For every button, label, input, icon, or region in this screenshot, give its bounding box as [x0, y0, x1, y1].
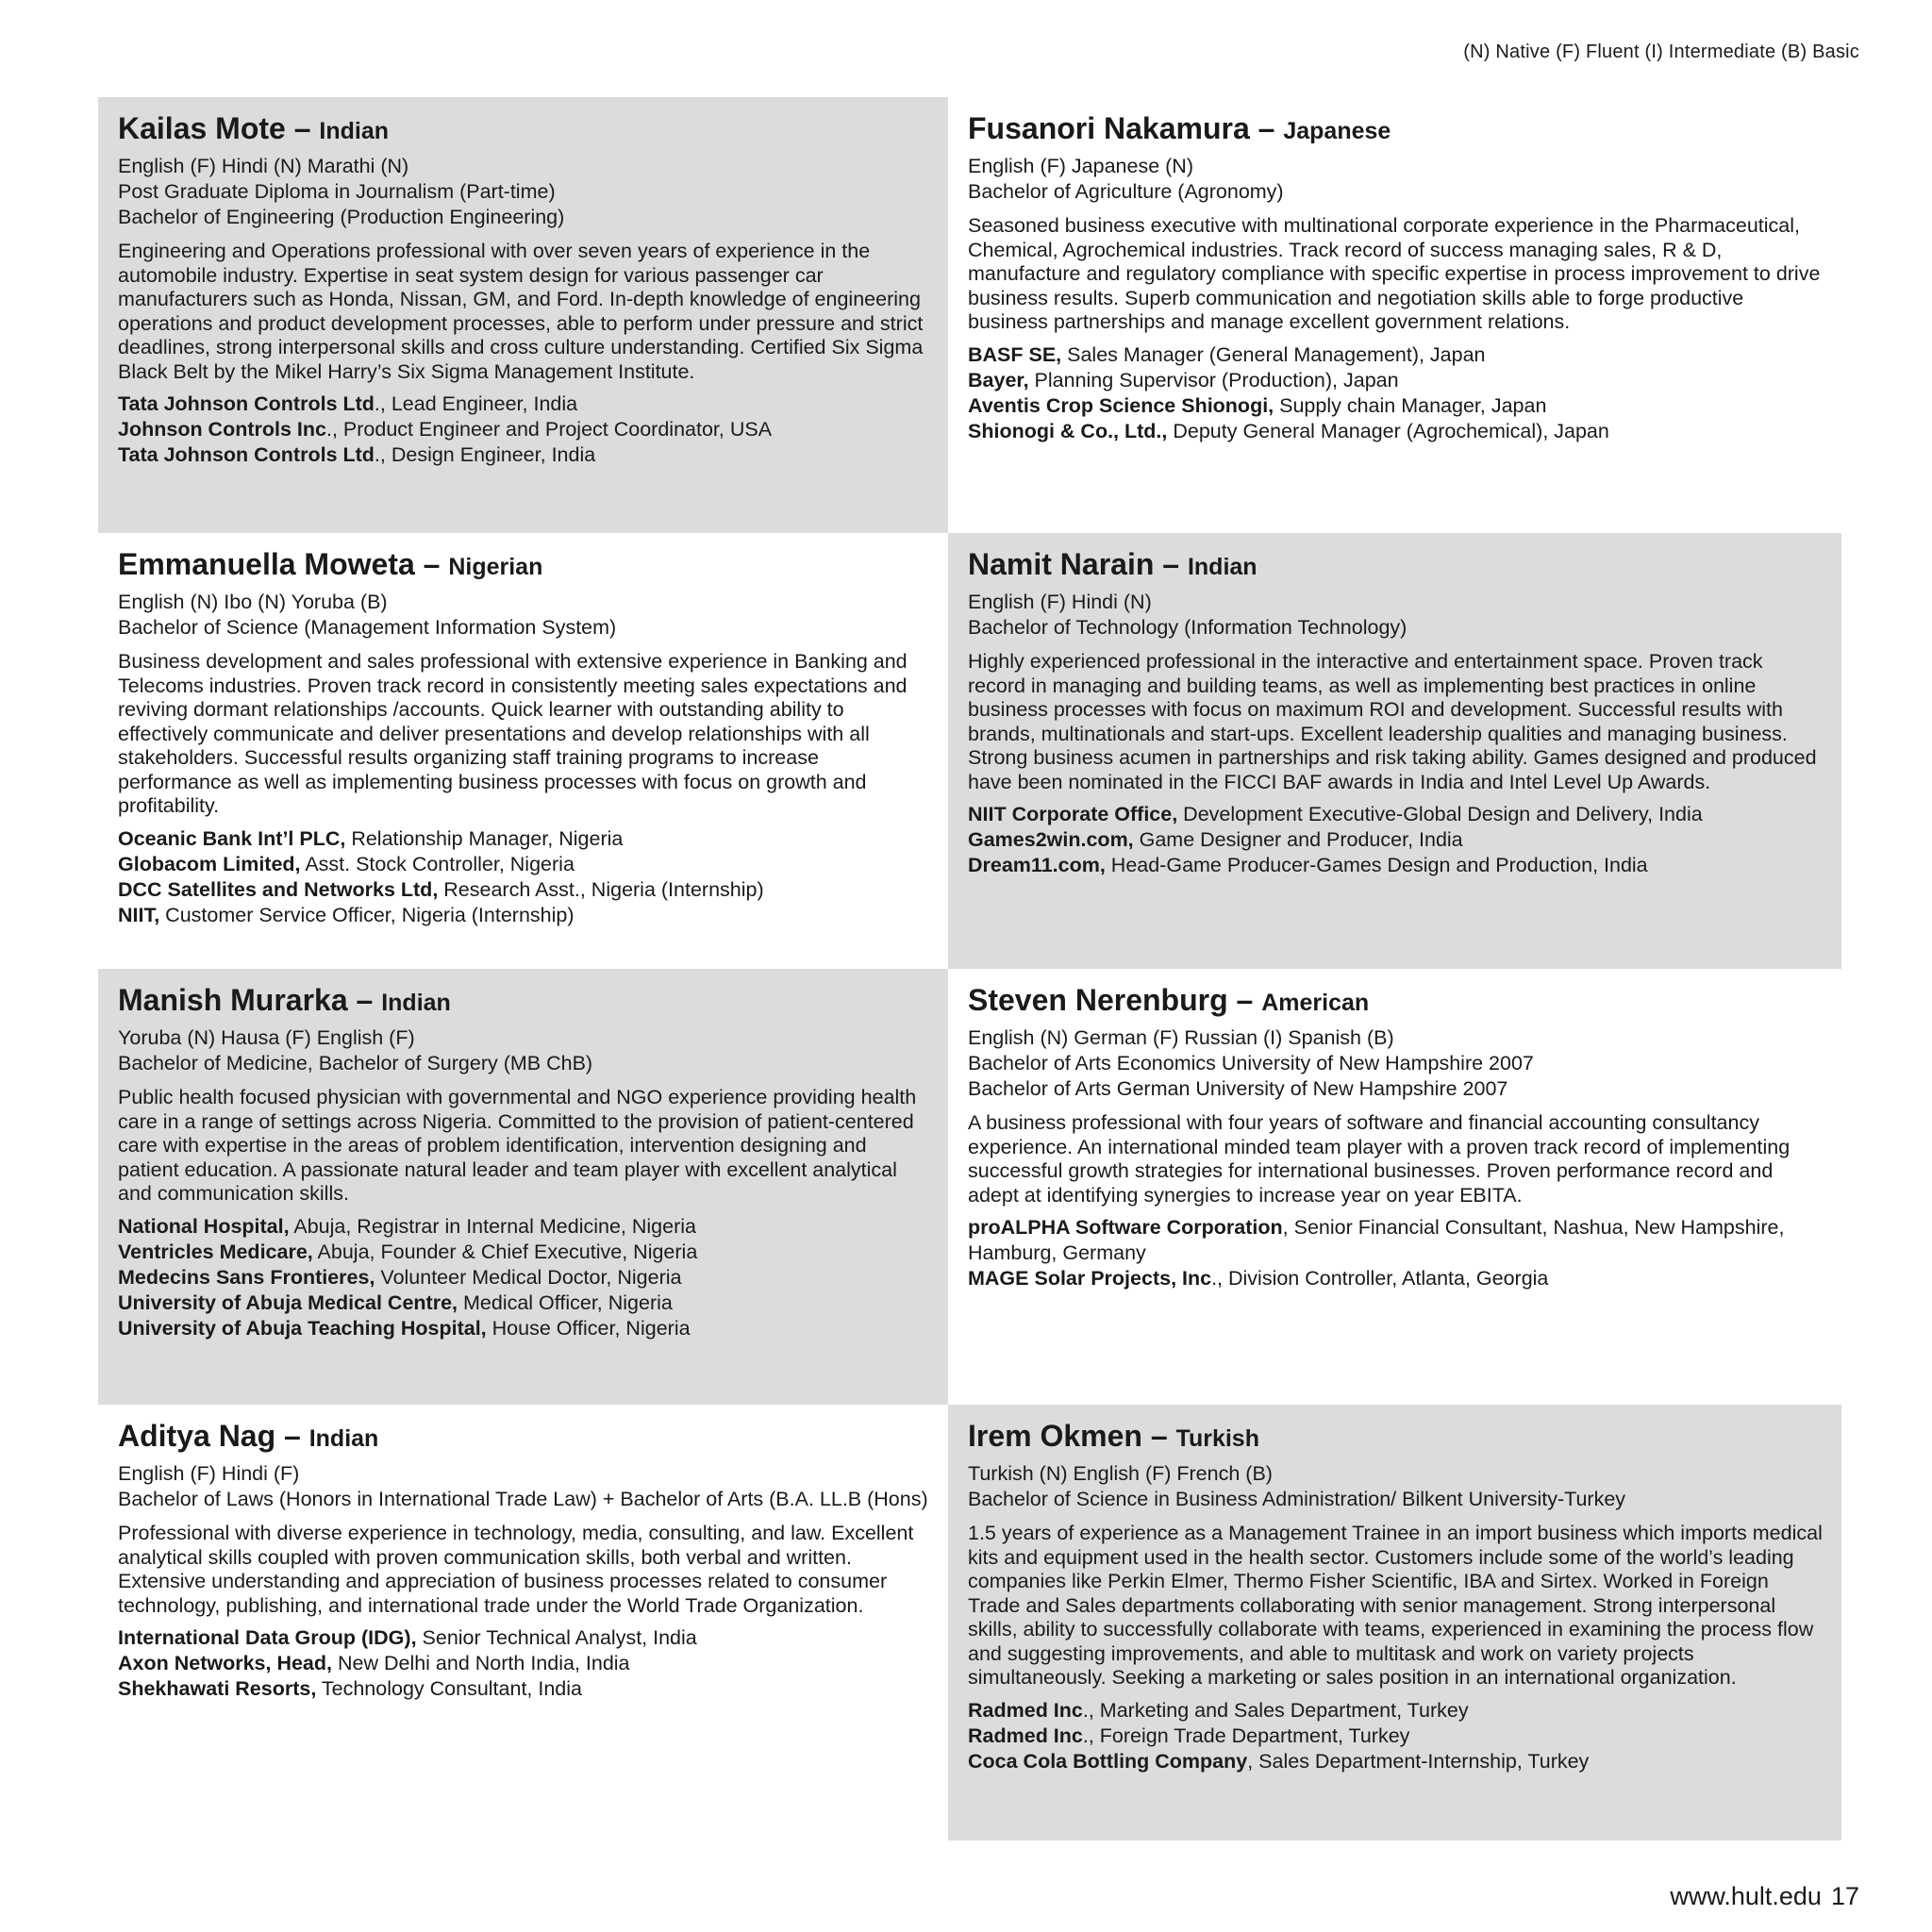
employer-name: Radmed Inc — [968, 1724, 1083, 1747]
profile-summary: Seasoned business executive with multinational corporate experience in the Pharmaceutical, Chemical, Agrochemical industries. Track record of success managing sales, R & D, manufacture and regulatory compliance with specific expertise in process improvement to drive business results. Superb communication and negotiation skills able to forge productive business partnerships and manage excellent government relations. — [968, 214, 1821, 334]
profile-nationality: Indian — [308, 1425, 379, 1452]
experience-item — [968, 419, 1823, 444]
employer-name: Shekhawati Resorts, — [118, 1677, 317, 1701]
profile-name: Emmanuella Moweta — [118, 547, 415, 581]
name-separator: – — [1141, 1419, 1176, 1453]
profile-summary: Public health focused physician with governmental and NGO experience providing health care in a range of settings across Nigeria. Committed to the provision of patient-centered care with expertise in the areas of problem identification, intervention designing and patient education. A passionate natural leader and team player with excellent analytical and communication skills. — [118, 1086, 917, 1206]
profile-name: Irem Okmen — [968, 1419, 1142, 1453]
profile-name: Kailas Mote — [118, 111, 286, 145]
role-detail: Sales Manager (General Management), Japan — [1061, 342, 1486, 366]
profile-heading — [118, 546, 929, 582]
page-footer — [1670, 1882, 1859, 1911]
experience-item — [118, 391, 929, 417]
profile-experience-list — [968, 1215, 1823, 1291]
profile-languages: English (F) Hindi (F) — [118, 1462, 300, 1486]
employer-name: MAGE Solar Projects, Inc — [968, 1267, 1212, 1291]
employer-name: Tata Johnson Controls Ltd — [118, 443, 375, 467]
employer-name: Coca Cola Bottling Company — [968, 1749, 1248, 1773]
profile-heading — [968, 982, 1823, 1018]
profile-degree: Bachelor of Agriculture (Agronomy) — [968, 180, 1284, 204]
profile-heading — [118, 1418, 929, 1454]
experience-item — [968, 827, 1823, 853]
profile-heading — [118, 110, 929, 146]
role-detail: Volunteer Medical Doctor, Nigeria — [375, 1265, 682, 1289]
profile-nationality: Indian — [381, 990, 451, 1016]
name-separator: – — [347, 983, 382, 1017]
profile-name: Fusanori Nakamura — [968, 111, 1250, 145]
experience-item — [118, 826, 929, 852]
experience-item — [118, 1214, 929, 1240]
employer-name: International Data Group (IDG), — [118, 1626, 417, 1650]
profile-languages: Turkish (N) English (F) French (B) — [968, 1462, 1273, 1486]
profile-heading — [968, 1418, 1823, 1454]
experience-item — [968, 368, 1823, 393]
employer-name: University of Abuja Medical Centre, — [118, 1291, 458, 1314]
profile-name: Manish Murarka — [118, 983, 348, 1017]
employer-name: Tata Johnson Controls Ltd — [118, 392, 375, 416]
profile-experience-list — [118, 826, 929, 928]
role-detail: ., Product Engineer and Project Coordinator, USA — [325, 418, 773, 441]
role-detail: ., Design Engineer, India — [374, 443, 596, 467]
profile-nationality: Indian — [319, 118, 390, 144]
employer-name: proALPHA Software Corporation — [968, 1216, 1283, 1240]
profile-summary: 1.5 years of experience as a Management Trainee in an import business which imports medical kits and equipment used in the health sector. Customers include some of the world’s leading companies like Perkin Elmer, Thermo Fisher Scientific, IBA and Sirtex. Worked in Foreign Trade and Sales departments collaborating with senior management. Strong interpersonal skills, ability to successfully collaborate with teams, experienced in examining the process flow and suggesting improvements, and able to multitask and work on variety projects simultaneously. Seeking a marketing or sales position in an international organization. — [968, 1522, 1823, 1690]
profile-summary: Business development and sales professional with extensive experience in Banking and Telecoms industries. Proven track record in consistently meeting sales expectations and reviving dormant relationships /accounts. Quick learner with outstanding ability to effectively communicate and deliver presentations and develop relationships with all stakeholders. Successful results organizing staff training programs to increase performance as well as implementing business processes with focus on growth and profitability. — [118, 650, 908, 818]
profile-experience-list — [968, 1698, 1823, 1774]
profile-name: Steven Nerenburg — [968, 983, 1228, 1017]
role-detail: , Sales Department-Internship, Turkey — [1247, 1749, 1590, 1773]
role-detail: House Officer, Nigeria — [486, 1316, 691, 1340]
role-detail: Technology Consultant, India — [316, 1677, 582, 1701]
name-separator: – — [1154, 547, 1188, 581]
role-detail: ., Division Controller, Atlanta, Georgia — [1211, 1267, 1549, 1291]
role-detail: Game Designer and Producer, India — [1133, 828, 1463, 852]
role-detail: Senior Technical Analyst, India — [416, 1626, 697, 1650]
profile-card — [948, 97, 1841, 533]
employer-name: National Hospital, — [118, 1214, 290, 1238]
employer-name: Ventricles Medicare, — [118, 1240, 313, 1263]
profile-degree: Bachelor of Engineering (Production Engineering) — [118, 206, 565, 229]
profile-nationality: Japanese — [1283, 118, 1391, 144]
employer-name: Medecins Sans Frontieres, — [118, 1265, 375, 1289]
role-detail: Development Executive-Global Design and Delivery, India — [1177, 803, 1703, 826]
role-detail: Relationship Manager, Nigeria — [345, 826, 624, 850]
experience-item — [118, 417, 929, 442]
role-detail: Head-Game Producer-Games Design and Production, India — [1105, 854, 1648, 877]
profile-heading — [968, 546, 1823, 582]
profile-name: Namit Narain — [968, 547, 1155, 581]
profile-experience-list — [118, 391, 929, 468]
employer-name: Bayer, — [968, 368, 1029, 391]
profile-nationality: Turkish — [1175, 1425, 1259, 1452]
employer-name: Johnson Controls Inc — [118, 418, 326, 441]
language-level-legend: (N) Native (F) Fluent (I) Intermediate (B) Basic — [1463, 42, 1859, 62]
employer-name: Aventis Crop Science Shionogi, — [968, 393, 1274, 417]
profile-languages: English (F) Hindi (N) — [968, 591, 1152, 614]
employer-name: Dream11.com, — [968, 854, 1106, 877]
profile-card — [948, 969, 1841, 1405]
experience-item — [118, 1265, 929, 1291]
employer-name: BASF SE, — [968, 342, 1062, 366]
experience-item — [118, 877, 929, 903]
profile-name: Aditya Nag — [118, 1419, 276, 1453]
experience-item — [118, 1625, 929, 1651]
employer-name: DCC Satellites and Networks Ltd, — [118, 877, 439, 901]
profile-summary: Highly experienced professional in the interactive and entertainment space. Proven track record in managing and building teams, as well as implementing best practices in online business processes with focus on maximum ROI and development. Successful results with brands, multinationals and start-ups. Excellent leadership qualities and managing business. Strong business acumen in partnerships and risk taking ability. Games designed and produced have been nominated in the FICCI BAF awards in India and Intel Level Up Awards. — [968, 650, 1817, 793]
role-detail: Asst. Stock Controller, Nigeria — [300, 852, 575, 875]
profile-languages: English (F) Japanese (N) — [968, 155, 1193, 178]
profile-degree: Post Graduate Diploma in Journalism (Part-time) — [118, 180, 556, 204]
experience-item — [968, 1698, 1823, 1724]
experience-item — [968, 1266, 1823, 1291]
profile-card — [98, 1405, 948, 1840]
employer-name: University of Abuja Teaching Hospital, — [118, 1316, 487, 1340]
experience-item — [118, 442, 929, 468]
experience-item — [968, 853, 1823, 878]
profile-degree: Bachelor of Arts Economics University of New Hampshire 2007 — [968, 1052, 1534, 1075]
profile-nationality: Nigerian — [448, 554, 543, 580]
profile-languages: English (N) German (F) Russian (I) Spanish (B) — [968, 1026, 1394, 1050]
profile-experience-list — [118, 1625, 929, 1702]
profile-heading — [118, 982, 929, 1018]
experience-item — [968, 1215, 1823, 1266]
experience-item — [118, 1651, 929, 1676]
role-detail: ., Foreign Trade Department, Turkey — [1082, 1724, 1410, 1747]
page-number: 17 — [1830, 1882, 1859, 1910]
name-separator: – — [275, 1419, 309, 1453]
profile-summary: Engineering and Operations professional with over seven years of experience in the automobile industry. Expertise in seat system design for various passenger car manufacturers such as Honda, Nissan, GM, and Ford. In-depth knowledge of engineering operations and product development processes, able to perform under pressure and strict deadlines, strong interpersonal skills and cross culture understanding. Certified Six Sigma Black Belt by the Mikel Harry’s Six Sigma Management Institute. — [118, 240, 924, 383]
experience-item — [118, 1240, 929, 1265]
role-detail: Planning Supervisor (Production), Japan — [1028, 368, 1399, 391]
profile-summary: A business professional with four years of software and financial accounting consultancy experience. An international minded team player with a proven track record of implementing successful growth strategies for international businesses. Proven performance record and adept at identifying synergies to increase year on year EBITA. — [968, 1111, 1790, 1207]
profile-nationality: American — [1261, 990, 1370, 1016]
profile-degree: Bachelor of Arts German University of New Hampshire 2007 — [968, 1077, 1508, 1101]
employer-name: NIIT Corporate Office, — [968, 803, 1178, 826]
experience-item — [118, 1291, 929, 1316]
profile-card — [948, 533, 1841, 969]
role-detail: Deputy General Manager (Agrochemical), Japan — [1167, 419, 1609, 442]
employer-name: Shionogi & Co., Ltd., — [968, 419, 1168, 442]
experience-item — [118, 903, 929, 928]
role-detail: Medical Officer, Nigeria — [458, 1291, 673, 1314]
experience-item — [118, 1676, 929, 1702]
experience-item — [968, 1724, 1823, 1749]
experience-item — [118, 1316, 929, 1341]
name-separator: – — [1249, 111, 1284, 145]
profile-languages: English (F) Hindi (N) Marathi (N) — [118, 155, 409, 178]
profile-card — [98, 969, 948, 1405]
profile-degree: Bachelor of Laws (Honors in International Trade Law) + Bachelor of Arts (B.A. LL.B (Hons) — [118, 1488, 928, 1511]
role-detail: Customer Service Officer, Nigeria (Internship) — [159, 903, 575, 926]
experience-item — [118, 852, 929, 877]
profile-card — [98, 533, 948, 969]
profile-experience-list — [968, 802, 1823, 878]
employer-name: Games2win.com, — [968, 828, 1134, 852]
profile-degree: Bachelor of Science (Management Information System) — [118, 616, 617, 640]
profile-nationality: Indian — [1187, 554, 1257, 580]
profile-grid — [98, 97, 1841, 1840]
profile-languages: English (N) Ibo (N) Yoruba (B) — [118, 591, 388, 614]
role-detail: Abuja, Registrar in Internal Medicine, Nigeria — [289, 1214, 696, 1238]
profile-card — [98, 97, 948, 533]
profile-degree: Bachelor of Medicine, Bachelor of Surgery (MB ChB) — [118, 1052, 593, 1075]
profile-degree: Bachelor of Science in Business Administration/ Bilkent University-Turkey — [968, 1488, 1626, 1511]
profile-summary: Professional with diverse experience in technology, media, consulting, and law. Excellent analytical skills coupled with proven communication skills, both verbal and written. Extensive understanding and appreciation of business processes related to consumer technology, publishing, and international trade under the World Trade Organization. — [118, 1522, 914, 1617]
employer-name: Globacom Limited, — [118, 852, 301, 875]
employer-name: Radmed Inc — [968, 1698, 1083, 1722]
name-separator: – — [1227, 983, 1262, 1017]
role-detail: Supply chain Manager, Japan — [1274, 393, 1547, 417]
employer-name: NIIT, — [118, 903, 160, 926]
profile-heading — [968, 110, 1823, 146]
profile-experience-list — [968, 342, 1823, 444]
employer-name: Axon Networks, Head, — [118, 1652, 332, 1675]
profile-degree: Bachelor of Technology (Information Technology) — [968, 616, 1407, 640]
profile-languages: Yoruba (N) Hausa (F) English (F) — [118, 1026, 415, 1050]
name-separator: – — [414, 547, 449, 581]
role-detail: ., Lead Engineer, India — [374, 392, 578, 416]
footer-url[interactable]: www.hult.edu — [1670, 1882, 1822, 1910]
experience-item — [968, 342, 1823, 368]
role-detail: New Delhi and North India, India — [332, 1652, 630, 1675]
employer-name: Oceanic Bank Int’l PLC, — [118, 826, 346, 850]
experience-item — [968, 1749, 1823, 1774]
profile-card — [948, 1405, 1841, 1840]
role-detail: , Senior Financial Consultant, Nashua, New Hampshire, Hamburg, Germany — [968, 1216, 1785, 1265]
role-detail: ., Marketing and Sales Department, Turkey — [1082, 1698, 1469, 1722]
role-detail: Abuja, Founder & Chief Executive, Nigeria — [312, 1240, 698, 1263]
profile-experience-list — [118, 1214, 929, 1341]
role-detail: Research Asst., Nigeria (Internship) — [438, 877, 764, 901]
name-separator: – — [285, 111, 320, 145]
experience-item — [968, 802, 1823, 827]
experience-item — [968, 393, 1823, 419]
